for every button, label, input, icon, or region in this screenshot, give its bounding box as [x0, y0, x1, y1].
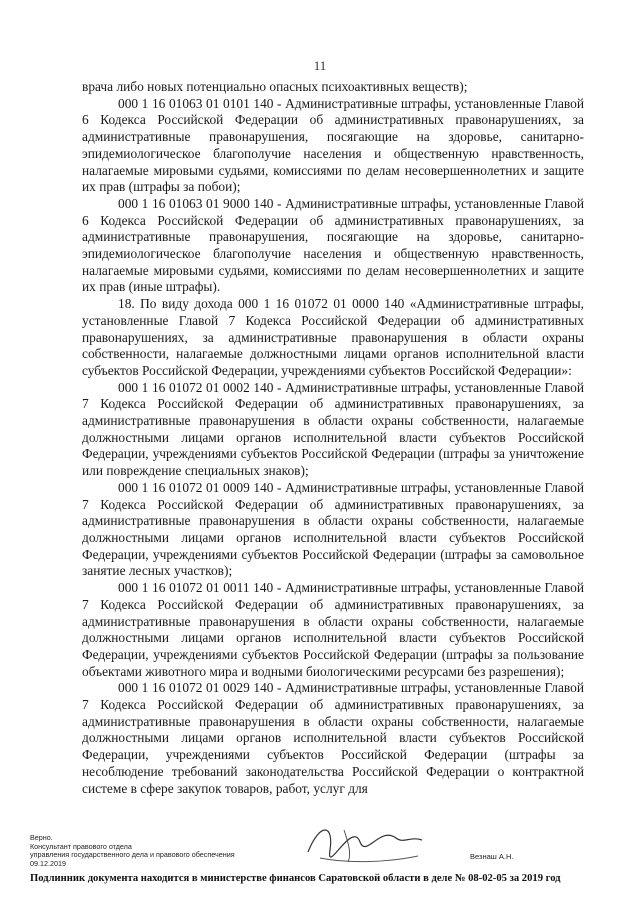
paragraph: 000 1 16 01072 01 0002 140 - Административные штрафы, установленные Главой 7 Кодекса Российской Федерации об административных правонарушениях, за административные правонарушения в области охраны собственности, налагаемые должностными лицами органов исполнительной власти субъектов Российской Федерации, учреждениями субъектов Российской Федерации (штрафы за уничтожение или повреждение специальных знаков); — [82, 379, 584, 479]
footer-note: Подлинник документа находится в министерстве финансов Саратовской области в деле № 08-02-05 за 2019 год — [30, 873, 561, 884]
paragraph: 000 1 16 01072 01 0029 140 - Административные штрафы, установленные Главой 7 Кодекса Российской Федерации об административных правонарушениях, за административные правонарушения в области охраны собственности, налагаемые должностными лицами органов исполнительной власти субъектов Российской Федерации, учреждениями субъектов Российской Федерации (штрафы за несоблюдение требований законодательства Российской Федерации о контрактной системе в сфере закупок товаров, работ, услуг для — [82, 680, 584, 796]
paragraph: врача либо новых потенциально опасных психоактивных веществ); — [82, 79, 468, 94]
paragraph: 000 1 16 01063 01 9000 140 - Административные штрафы, установленные Главой 6 Кодекса Российской Федерации об административных правонарушениях, за административные правонарушения, посягающие на здоровье, санитарно-эпидемиологическое благополучие населения и общественную нравственность, налагаемые мировыми судьями, комиссиями по делам несовершеннолетних и защите их прав (иные штрафы). — [82, 195, 584, 295]
paragraph: 18. По виду дохода 000 1 16 01072 01 0000 140 «Административные штрафы, установленные Главой 7 Кодекса Российской Федерации об административных правонарушениях, за административные правонарушения в области охраны собственности, налагаемые должностными лицами органов исполнительной власти субъектов Российской Федерации, учреждениями субъектов Российской Федерации»: — [82, 296, 584, 378]
paragraph: 000 1 16 01072 01 0009 140 - Административные штрафы, установленные Главой 7 Кодекса Российской Федерации об административных правонарушениях, за административные правонарушения в области охраны собственности, налагаемые должностными лицами органов исполнительной власти субъектов Российской Федерации, учреждениями субъектов Российской Федерации (штрафы за самовольное занятие лесных участков); — [82, 479, 584, 579]
signature-stamp — [300, 812, 430, 872]
certification-line: Верно. — [30, 833, 53, 842]
certification-date: 09.12.2019 — [30, 858, 66, 868]
certification-block — [30, 834, 260, 868]
page-number: 11 — [313, 58, 327, 73]
certification-line: Консультант правового отдела — [30, 841, 132, 851]
document-body — [82, 79, 584, 797]
signer-name: Везнаш А.Н. — [470, 852, 514, 861]
paragraph: 000 1 16 01072 01 0011 140 - Административные штрафы, установленные Главой 7 Кодекса Российской Федерации об административных правонарушениях, за административные правонарушения в области охраны собственности, налагаемые должностными лицами органов исполнительной власти субъектов Российской Федерации, учреждениями субъектов Российской Федерации (штрафы за пользование объектами животного мира и водными биологическими ресурсами без разрешения); — [82, 580, 584, 679]
paragraph: 000 1 16 01063 01 0101 140 - Административные штрафы, установленные Главой 6 Кодекса Российской Федерации об административных правонарушениях, за административные правонарушения, посягающие на здоровье, санитарно-эпидемиологическое благополучие населения и общественную нравственность, налагаемые мировыми судьями, комиссиями по делам несовершеннолетних и защите их прав (штрафы за побои); — [82, 95, 584, 195]
certification-line: управления государственного дела и правового обеспечения — [30, 850, 235, 860]
